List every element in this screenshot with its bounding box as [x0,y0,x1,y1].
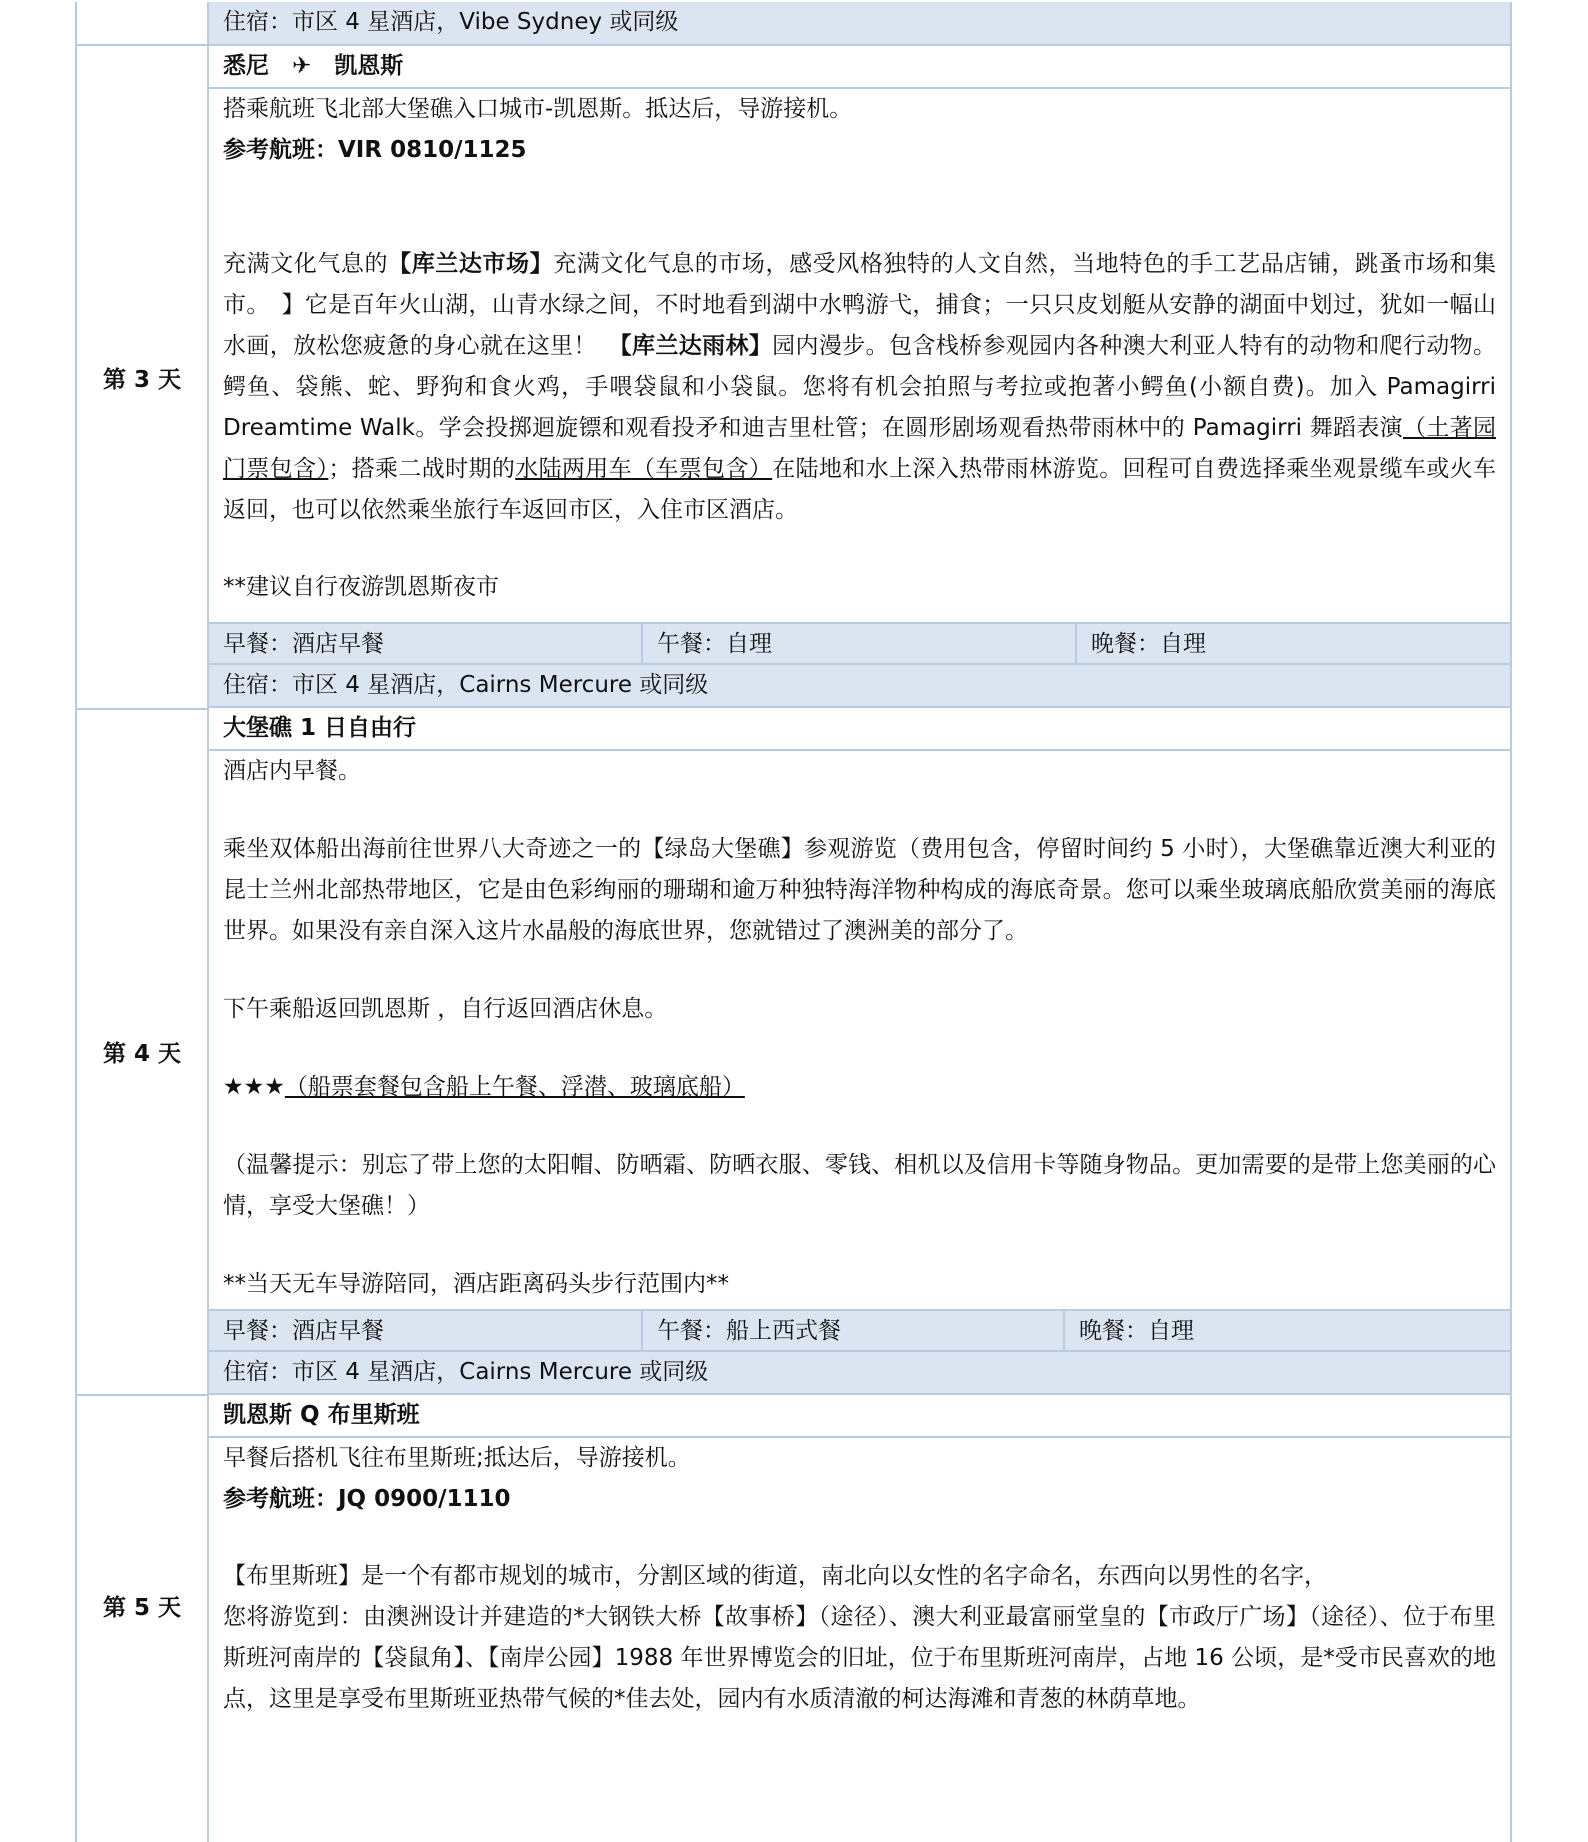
day2-label-cell [77,2,209,46]
day4-note: **当天无车导游陪同，酒店距离码头步行范围内** [223,1271,729,1297]
day4-return: 下午乘船返回凯恩斯 ，自行返回酒店休息。 [223,996,668,1022]
day4-paragraph: 乘坐双体船出海前往世界八大奇迹之一的【绿岛大堡礁】参观游览（费用包含，停留时间约 5 小时），大堡礁靠近澳大利亚的昆士兰州北部热带地区，它是由色彩绚丽的珊瑚和逾万种独特海洋物种构成的海底奇景。您可以乘坐玻璃底船欣赏美丽的海底世界。如果没有亲自深入这片水晶般的海底世界，您就错过了澳洲美的部分了。 [223,836,1496,944]
day4-line1: 酒店内早餐。 [223,758,361,784]
day5-flight: 参考航班：JQ 0900/1110 [223,1486,511,1512]
day3-meals [209,622,1510,665]
day5-paragraph: 您将游览到：由澳洲设计并建造的*大钢铁大桥【故事桥】（途径）、澳大利亚最富丽堂皇的【市政厅广场】（途径）、位于布里斯班河南岸的【袋鼠角】、【南岸公园】1988 年世界博览会的旧址，位于布里斯班河南岸，占地 16 公顷，是*受市民喜欢的地点，这里是享受布里斯班亚热带气候的*佳去处，园内有水质清澈的柯达海滩和青葱的林荫草地。 [223,1604,1496,1712]
day3-label: 第 3 天 [77,46,209,710]
day2-tail-row [77,2,1510,46]
day5-body [209,1438,1510,1720]
day3-breakfast: 早餐：酒店早餐 [209,624,643,663]
day3-line1: 搭乘航班飞北部大堡礁入口城市-凯恩斯。抵达后，导游接机。 [223,96,853,122]
day3-flight: 参考航班：VIR 0810/1125 [223,137,527,163]
day4-label: 第 4 天 [77,708,209,1396]
day4-body [209,751,1510,1307]
day5-label-text: 第 5 天 [102,1595,182,1621]
day4-meals [209,1309,1510,1352]
day5-intro: 【布里斯班】是一个有都市规划的城市，分割区域的街道，南北向以女性的名字命名，东西向以男性的名字， [223,1563,1327,1589]
day4-package-line: ★★★（船票套餐包含船上午餐、浮潜、玻璃底船） [223,1074,745,1100]
day3-paragraph: 充满文化气息的【库兰达市场】充满文化气息的市场，感受风格独特的人文自然，当地特色的手工艺品店铺，跳蚤市场和集市。 】它是百年火山湖，山青水绿之间，不时地看到湖中水鸭游弋，捕食；一只只皮划艇从安静的湖面中划过，犹如一幅山水画，放松您疲惫的身心就在这里！ 【库兰达雨林】园内漫步。包含栈桥参观园内各种澳大利亚人特有的动物和爬行动物。鳄鱼、袋熊、蛇、野狗和食火鸡，手喂袋鼠和小袋鼠。您将有机会拍照与考拉或抱著小鳄鱼(小额自费)。加入 Pamagirri Dreamtime Walk。学会投掷迴旋镖和观看投矛和迪吉里杜管；在圆形剧场观看热带雨林中的 Pamagirri 舞蹈表演（土著园门票包含）；搭乘二战时期的水陆两用车（车票包含）在陆地和水上深入热带雨林游览。回程可自费选择乘坐观景缆车或火车返回，也可以依然乘坐旅行车返回市区，入住市区酒店。 [223,251,1497,523]
day3-header: 悉尼 ✈ 凯恩斯 [209,46,1510,89]
day3-dinner: 晚餐：自理 [1091,631,1206,657]
day3-lodging: 住宿：市区 4 星酒店，Cairns Mercure 或同级 [209,665,1510,708]
day4-lodging: 住宿：市区 4 星酒店，Cairns Mercure 或同级 [209,1352,1510,1395]
day3-body [209,89,1510,622]
star-rating-icon: ★★★ [223,1074,285,1100]
day4-dinner: 晚餐：自理 [1079,1318,1194,1344]
day5-header: 凯恩斯 Q 布里斯班 [209,1395,1510,1438]
day4-breakfast: 早餐：酒店早餐 [209,1311,643,1350]
day4-lunch: 午餐：船上西式餐 [643,1311,1065,1350]
day3-note: **建议自行夜游凯恩斯夜市 [223,574,499,600]
day4-header: 大堡礁 1 日自由行 [209,708,1510,751]
itinerary-table [75,2,1512,1842]
day5-label [77,1395,209,1842]
day4-tip: （温馨提示：别忘了带上您的太阳帽、防晒霜、防晒衣服、零钱、相机以及信用卡等随身物品。更加需要的是带上您美丽的心情，享受大堡礁！） [223,1152,1496,1219]
day3-lunch: 午餐：自理 [643,624,1077,663]
day5-line1: 早餐后搭机飞往布里斯班;抵达后，导游接机。 [223,1445,691,1471]
day2-lodging: 住宿：市区 4 星酒店，Vibe Sydney 或同级 [209,2,1510,46]
